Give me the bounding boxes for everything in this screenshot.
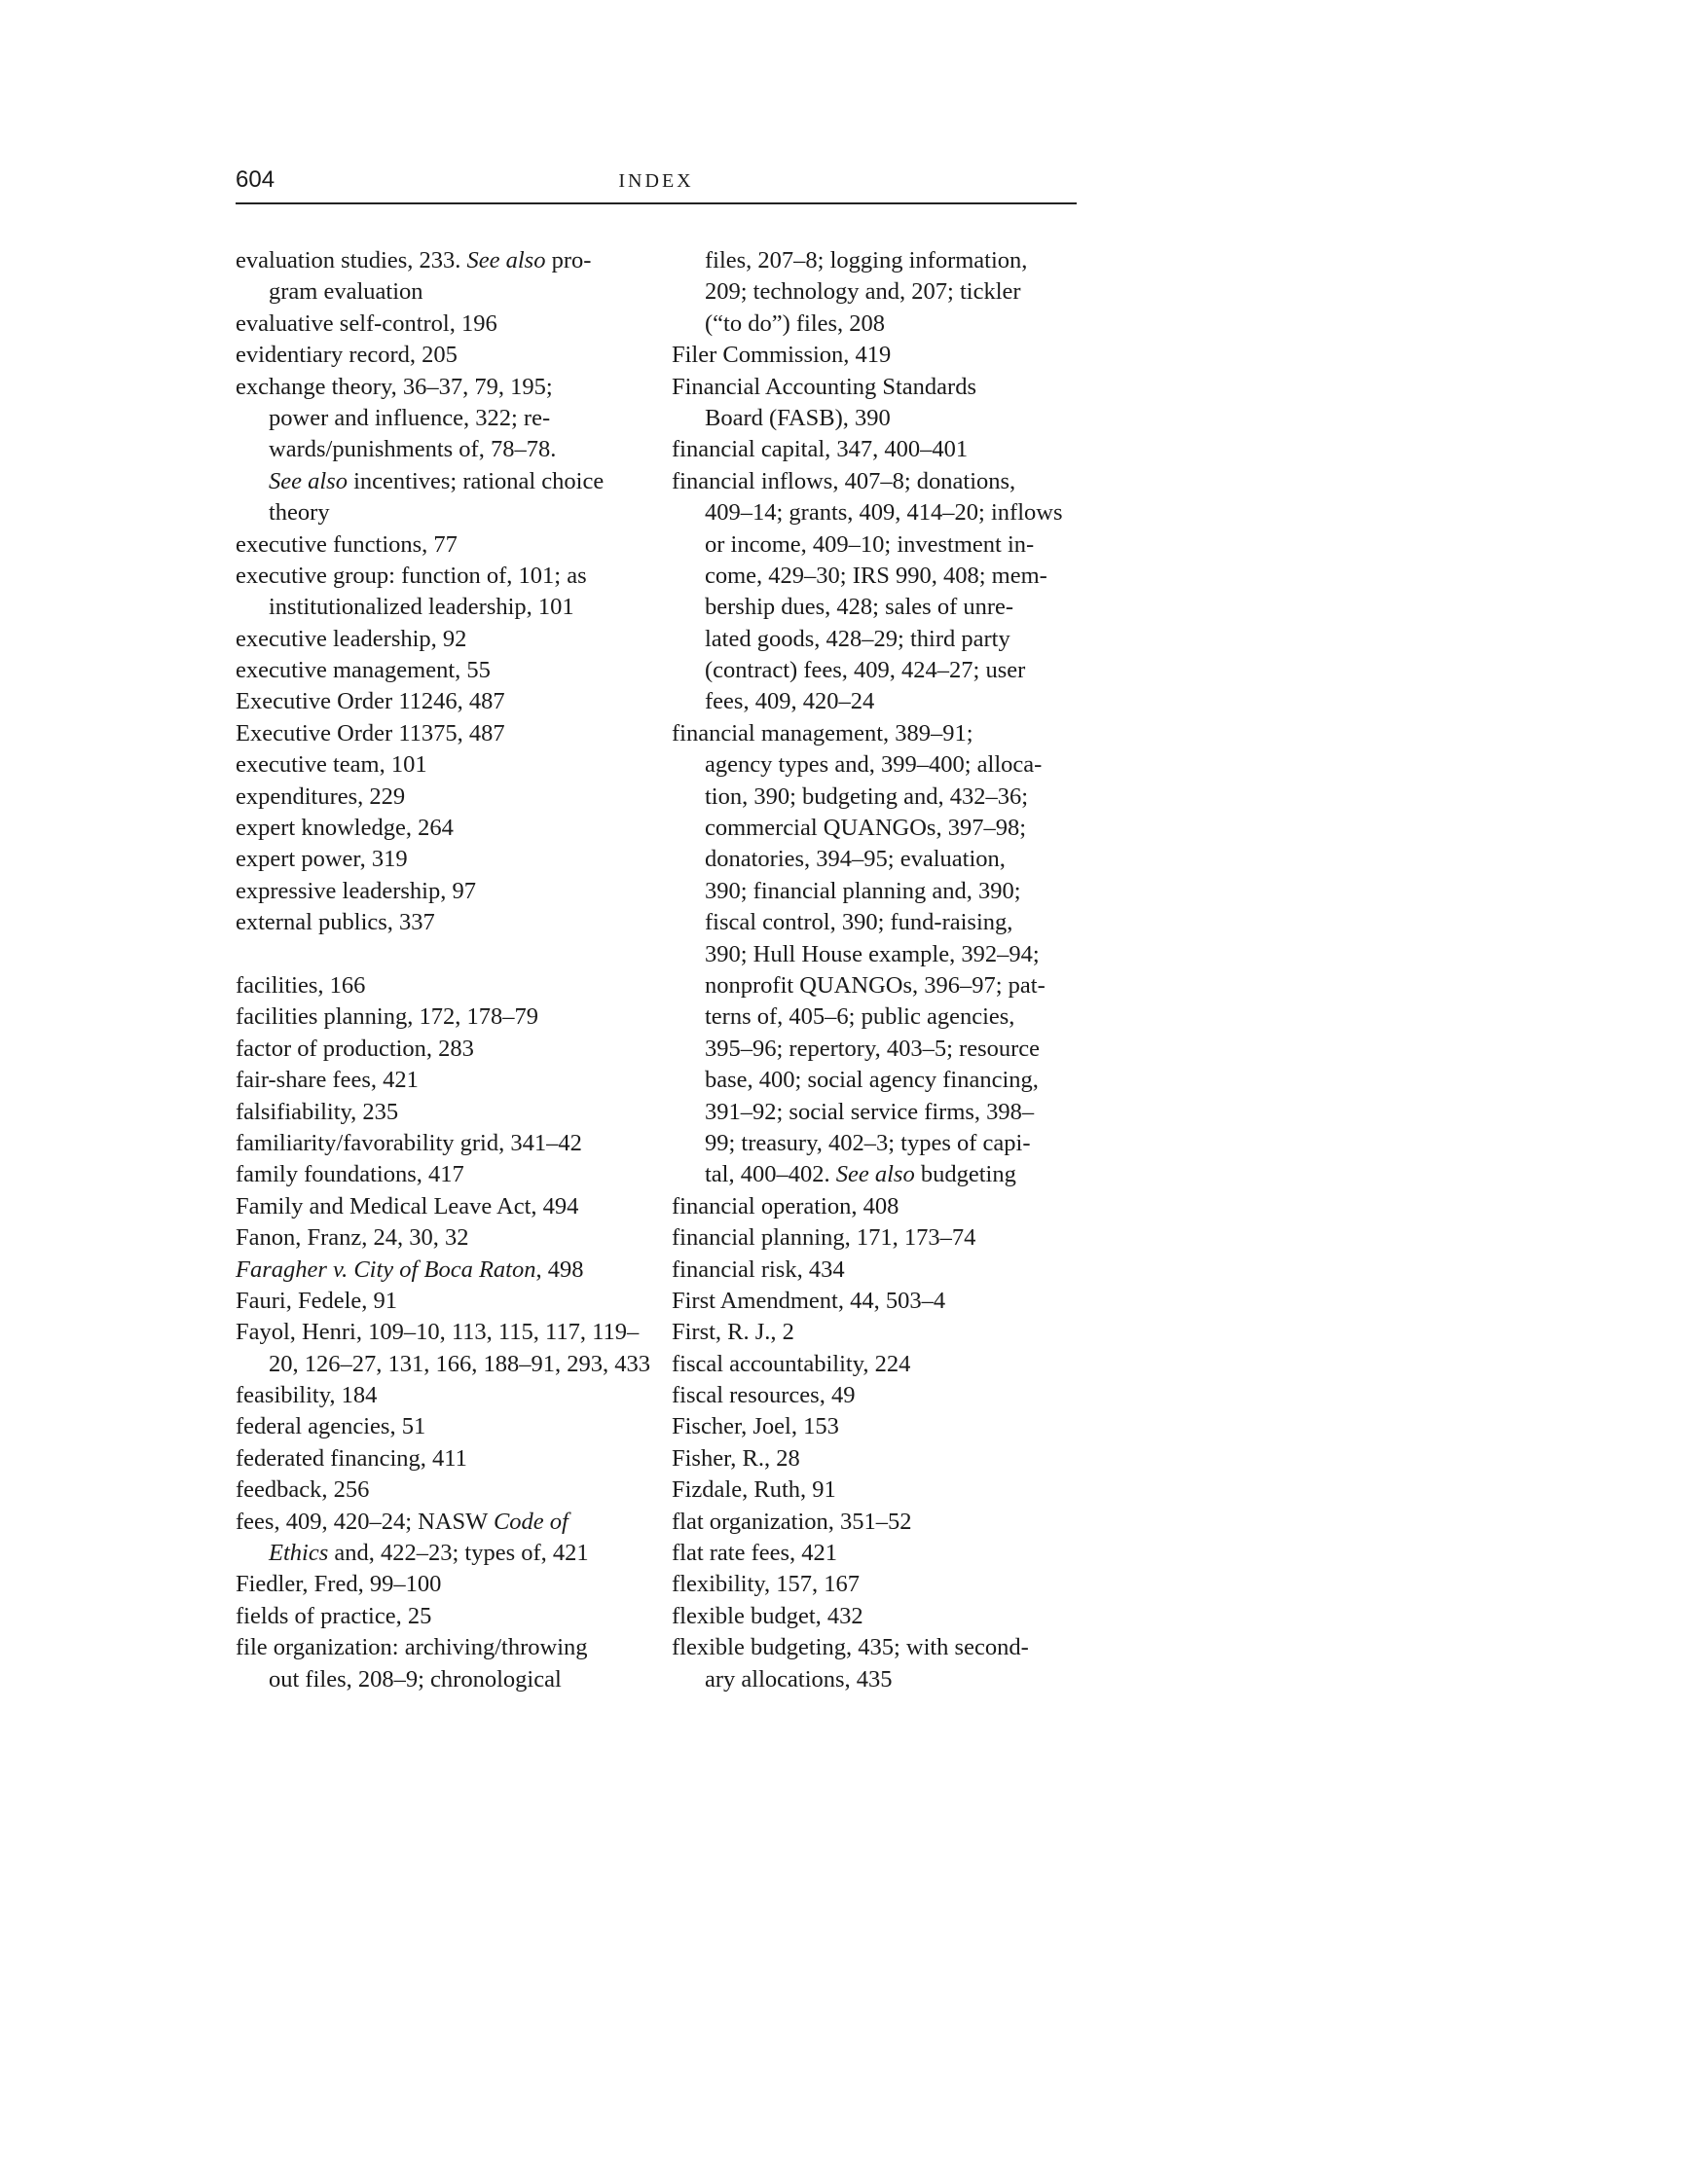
index-entry-line <box>672 1474 1092 1506</box>
entry-text: Fizdale, Ruth, 91 <box>672 1476 836 1504</box>
index-entry-line <box>672 1569 1092 1600</box>
entry-text: Financial Accounting Standards <box>672 373 976 400</box>
entry-text: executive management, 55 <box>236 657 491 684</box>
entry-text: 390; financial planning and, 390; <box>705 877 1021 904</box>
index-subentry-line <box>672 1065 1092 1096</box>
entry-text: expert knowledge, 264 <box>236 815 454 842</box>
index-subentry-line <box>672 844 1092 875</box>
entry-text: flexibility, 157, 167 <box>672 1571 861 1598</box>
entry-text: facilities, 166 <box>236 971 366 999</box>
entry-text: 99; treasury, 402–3; types of capi- <box>705 1129 1031 1156</box>
entry-text: fields of practice, 25 <box>236 1602 432 1629</box>
entry-text: 390; Hull House example, 392–94; <box>705 940 1040 967</box>
index-entry-line <box>236 624 656 655</box>
index-subentry-line <box>236 466 656 497</box>
entry-text: 209; technology and, 207; tickler <box>705 278 1021 306</box>
entry-text: 409–14; grants, 409, 414–20; inflows <box>705 499 1063 527</box>
index-subentry-line <box>672 1001 1092 1033</box>
entry-text: flexible budget, 432 <box>672 1602 863 1629</box>
italic-text: See also <box>835 1161 915 1188</box>
entry-text: Fisher, R., 28 <box>672 1444 800 1472</box>
index-subentry-line <box>236 497 656 528</box>
index-subentry-line <box>672 1159 1092 1190</box>
italic-text: Faragher v. City of Boca Raton <box>236 1256 536 1283</box>
entry-text: fair-share fees, 421 <box>236 1067 419 1094</box>
entry-text: exchange theory, 36–37, 79, 195; <box>236 373 553 400</box>
entry-text: theory <box>269 499 330 527</box>
entry-text: factor of production, 283 <box>236 1035 474 1062</box>
entry-text: executive group: function of, 101; as <box>236 562 587 589</box>
entry-text: evaluative self-control, 196 <box>236 309 497 337</box>
index-subentry-line <box>672 309 1092 340</box>
entry-text: power and influence, 322; re- <box>269 404 551 431</box>
page-number: 604 <box>236 166 275 193</box>
index-subentry-line <box>236 1349 656 1380</box>
index-entry-line <box>672 372 1092 403</box>
entry-text: pro- <box>545 247 592 273</box>
entry-text: fiscal accountability, 224 <box>672 1350 911 1377</box>
entry-text: federated financing, 411 <box>236 1444 467 1472</box>
index-subentry-line <box>672 276 1092 308</box>
entry-text: (“to do”) files, 208 <box>705 309 886 337</box>
entry-text: Family and Medical Leave Act, 494 <box>236 1192 579 1219</box>
entry-text: come, 429–30; IRS 990, 408; mem- <box>705 562 1047 589</box>
entry-text: fees, 409, 420–24; NASW <box>236 1508 494 1535</box>
entry-text: Filer Commission, 419 <box>672 342 892 369</box>
entry-text: Fischer, Joel, 153 <box>672 1413 839 1440</box>
index-entry-line <box>236 813 656 844</box>
entry-text: Fiedler, Fred, 99–100 <box>236 1571 442 1598</box>
entry-text: First Amendment, 44, 503–4 <box>672 1287 946 1314</box>
index-subentry-line <box>672 1664 1092 1695</box>
index-subentry-line <box>236 276 656 308</box>
index-entry-line <box>672 340 1092 371</box>
index-entry-line <box>236 718 656 749</box>
entry-text: 391–92; social service firms, 398– <box>705 1098 1035 1125</box>
index-subentry-line <box>672 529 1092 561</box>
entry-text: evidentiary record, 205 <box>236 342 458 369</box>
entry-text: donatories, 394–95; evaluation, <box>705 846 1006 873</box>
letter-group-gap <box>236 939 656 970</box>
index-entry-line <box>236 970 656 1001</box>
entry-text: or income, 409–10; investment in- <box>705 530 1035 558</box>
index-subentry-line <box>236 403 656 434</box>
entry-text: financial planning, 171, 173–74 <box>672 1224 976 1252</box>
entry-text: fiscal resources, 49 <box>672 1382 856 1409</box>
entry-text: falsifiability, 235 <box>236 1098 399 1125</box>
index-entry-line <box>236 1222 656 1254</box>
index-entry-line <box>672 1349 1092 1380</box>
index-entry-line <box>236 907 656 938</box>
index-entry-line <box>236 1601 656 1632</box>
entry-text: familiarity/favorability grid, 341–42 <box>236 1129 582 1156</box>
entry-text: , 498 <box>535 1256 584 1283</box>
index-subentry-line <box>672 624 1092 655</box>
entry-text: incentives; rational choice <box>347 467 605 494</box>
index-entry-line <box>236 1380 656 1411</box>
entry-text: bership dues, 428; sales of unre- <box>705 594 1014 621</box>
index-subentry-line <box>672 813 1092 844</box>
entry-text: (contract) fees, 409, 424–27; user <box>705 657 1026 684</box>
entry-text: Fanon, Franz, 24, 30, 32 <box>236 1224 469 1252</box>
index-entry-line <box>672 1255 1092 1286</box>
index-entry-line <box>236 1569 656 1600</box>
entry-text: external publics, 337 <box>236 909 435 936</box>
index-entry-line <box>672 1411 1092 1442</box>
entry-text: Executive Order 11375, 487 <box>236 719 505 746</box>
entry-text: budgeting <box>914 1161 1016 1188</box>
index-entry-line <box>672 1507 1092 1538</box>
entry-text: files, 207–8; logging information, <box>705 247 1028 273</box>
italic-text: See also <box>466 247 546 273</box>
entry-text: financial operation, 408 <box>672 1192 899 1219</box>
index-subentry-line <box>672 686 1092 717</box>
entry-text: fiscal control, 390; fund-raising, <box>705 909 1013 936</box>
index-entry-line <box>672 1286 1092 1317</box>
entry-text: tal, 400–402. <box>705 1161 836 1188</box>
entry-text: nonprofit QUANGOs, 396–97; pat- <box>705 971 1046 999</box>
index-subentry-line <box>236 1664 656 1695</box>
entry-text: executive leadership, 92 <box>236 625 467 652</box>
entry-text: base, 400; social agency financing, <box>705 1067 1039 1094</box>
index-entry-line <box>672 1317 1092 1348</box>
entry-text: Board (FASB), 390 <box>705 404 891 431</box>
index-subentry-line <box>672 497 1092 528</box>
index-entry-line <box>236 844 656 875</box>
index-entry-line <box>236 1159 656 1190</box>
index-entry-line <box>236 876 656 907</box>
entry-text: expressive leadership, 97 <box>236 877 476 904</box>
index-entry-line <box>236 749 656 781</box>
index-entry-line <box>236 782 656 813</box>
index-entry-line <box>672 1538 1092 1569</box>
running-head: INDEX <box>618 170 694 192</box>
index-subentry-line <box>672 782 1092 813</box>
index-entry-line <box>236 561 656 592</box>
entry-text: facilities planning, 172, 178–79 <box>236 1003 538 1031</box>
entry-text: executive functions, 77 <box>236 530 458 558</box>
entry-text: Fauri, Fedele, 91 <box>236 1287 398 1314</box>
index-entry-line <box>236 686 656 717</box>
entry-text: expenditures, 229 <box>236 783 406 810</box>
italic-text: Ethics <box>269 1540 329 1567</box>
entry-text: First, R. J., 2 <box>672 1319 794 1346</box>
index-entry-line <box>672 718 1092 749</box>
entry-text: ary allocations, 435 <box>705 1665 893 1693</box>
index-entry-line <box>672 1191 1092 1222</box>
index-subentry-line <box>672 245 1092 276</box>
index-subentry-line <box>672 1128 1092 1159</box>
entry-text: gram evaluation <box>269 278 423 306</box>
index-entry-line <box>236 1097 656 1128</box>
entry-text: 395–96; repertory, 403–5; resource <box>705 1035 1041 1062</box>
index-subentry-line <box>672 561 1092 592</box>
entry-text: file organization: archiving/throwing <box>236 1634 588 1661</box>
index-entry-line <box>672 434 1092 465</box>
index-subentry-line <box>236 434 656 465</box>
index-subentry-line <box>672 876 1092 907</box>
index-entry-line <box>672 1222 1092 1254</box>
index-entry-line <box>236 1411 656 1442</box>
entry-text: federal agencies, 51 <box>236 1413 426 1440</box>
index-entry-line <box>236 1632 656 1663</box>
index-entry-line <box>236 1065 656 1096</box>
entry-text: expert power, 319 <box>236 846 408 873</box>
italic-text: Code of <box>493 1508 569 1535</box>
index-subentry-line <box>672 970 1092 1001</box>
index-entry-line <box>236 1286 656 1317</box>
index-subentry-line <box>672 1034 1092 1065</box>
index-column-right <box>672 245 1092 1695</box>
entry-text: financial risk, 434 <box>672 1256 845 1283</box>
entry-text: commercial QUANGOs, 397–98; <box>705 815 1027 842</box>
entry-text: flat organization, 351–52 <box>672 1508 912 1535</box>
index-entry-line <box>236 1474 656 1506</box>
index-entry-line <box>236 529 656 561</box>
entry-text: lated goods, 428–29; third party <box>705 625 1010 652</box>
index-entry-line <box>236 1317 656 1348</box>
entry-text: financial management, 389–91; <box>672 719 973 746</box>
entry-text: and, 422–23; types of, 421 <box>328 1540 589 1567</box>
entry-text: terns of, 405–6; public agencies, <box>705 1003 1015 1031</box>
index-entry-line <box>236 655 656 686</box>
index-entry-line <box>672 466 1092 497</box>
index-entry-line <box>236 1507 656 1538</box>
entry-text: Fayol, Henri, 109–10, 113, 115, 117, 119– <box>236 1319 640 1346</box>
index-entry-line <box>236 1001 656 1033</box>
page-header <box>236 164 1077 204</box>
index-subentry-line <box>672 749 1092 781</box>
entry-text: wards/punishments of, 78–78. <box>269 436 557 463</box>
index-entry-line <box>236 309 656 340</box>
index-entry-line <box>672 1601 1092 1632</box>
entry-text: institutionalized leadership, 101 <box>269 594 574 621</box>
index-entry-line <box>236 1128 656 1159</box>
index-entry-line <box>236 372 656 403</box>
entry-text: feedback, 256 <box>236 1476 370 1504</box>
index-subentry-line <box>672 592 1092 623</box>
entry-text: evaluation studies, 233. <box>236 247 467 273</box>
index-entry-line <box>236 1255 656 1286</box>
entry-text: family foundations, 417 <box>236 1161 464 1188</box>
index-entry-line <box>236 1191 656 1222</box>
entry-text: Executive Order 11246, 487 <box>236 688 505 715</box>
entry-text: financial capital, 347, 400–401 <box>672 436 969 463</box>
index-entry-line <box>672 1380 1092 1411</box>
index-subentry-line <box>672 907 1092 938</box>
index-subentry-line <box>672 939 1092 970</box>
index-subentry-line <box>672 1097 1092 1128</box>
index-entry-line <box>672 1443 1092 1474</box>
index-subentry-line <box>236 592 656 623</box>
entry-text: financial inflows, 407–8; donations, <box>672 467 1016 494</box>
italic-text: See also <box>269 467 348 494</box>
entry-text: flat rate fees, 421 <box>672 1540 838 1567</box>
index-entry-line <box>236 1443 656 1474</box>
index-subentry-line <box>672 403 1092 434</box>
entry-text: 20, 126–27, 131, 166, 188–91, 293, 433 <box>269 1350 650 1377</box>
entry-text: fees, 409, 420–24 <box>705 688 875 715</box>
index-entry-line <box>236 1034 656 1065</box>
entry-text: out files, 208–9; chronological <box>269 1665 562 1693</box>
index-entry-line <box>236 245 656 276</box>
index-column-left <box>236 245 656 1695</box>
entry-text: agency types and, 399–400; alloca- <box>705 751 1043 779</box>
entry-text: executive team, 101 <box>236 751 427 779</box>
entry-text: feasibility, 184 <box>236 1382 378 1409</box>
index-subentry-line <box>672 655 1092 686</box>
index-entry-line <box>672 1632 1092 1663</box>
index-subentry-line <box>236 1538 656 1569</box>
entry-text: tion, 390; budgeting and, 432–36; <box>705 783 1029 810</box>
entry-text: flexible budgeting, 435; with second- <box>672 1634 1029 1661</box>
index-entry-line <box>236 340 656 371</box>
